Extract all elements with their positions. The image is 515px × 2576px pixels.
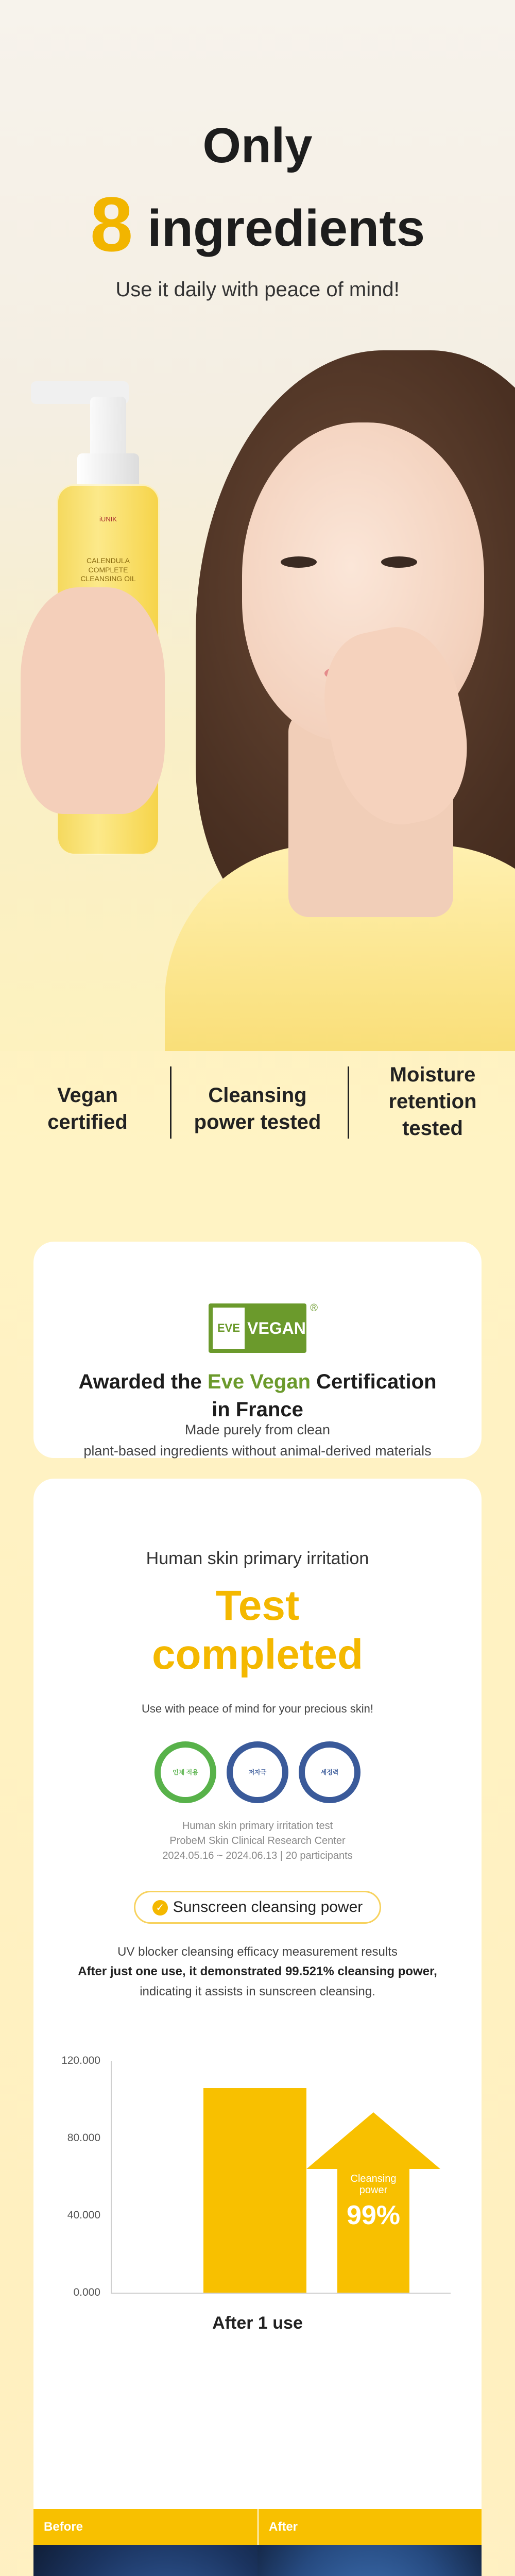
chart1-ytick: 40.000 bbox=[67, 2209, 100, 2221]
cleansing-arrow-label bbox=[322, 2173, 425, 2196]
seal-badge-navy bbox=[299, 1741, 360, 1803]
test-subtitle: Use with peace of mind for your precious skin! bbox=[142, 1702, 373, 1715]
before-after-image bbox=[33, 2509, 482, 2576]
feature-divider bbox=[170, 1066, 171, 1139]
bottle-label: CALENDULA COMPLETE CLEANSING OIL bbox=[80, 556, 136, 583]
cleansing-arrow-value: 99% bbox=[346, 2200, 401, 2230]
test-pre-title: Human skin primary irritation bbox=[146, 1549, 369, 1568]
feature-vegan-line1: Vegan bbox=[57, 1084, 118, 1107]
model-eye-right bbox=[381, 556, 417, 568]
check-icon: ✓ bbox=[152, 1900, 168, 1916]
feature-row bbox=[0, 1061, 515, 1185]
vegan-title-prefix: Awarded the bbox=[78, 1370, 208, 1393]
vegan-card bbox=[33, 1242, 482, 1458]
test-title-line1: Test bbox=[215, 1582, 300, 1629]
hero-ingredient-count: 8 bbox=[90, 181, 133, 267]
cleansing-chart bbox=[33, 2055, 482, 2349]
sunscreen-pill bbox=[134, 1891, 381, 1924]
feature-moisture-line1: Moisture bbox=[389, 1063, 476, 1086]
bottle-brand: iUNIK bbox=[99, 515, 117, 523]
chart1-x-axis bbox=[111, 2293, 451, 2294]
chart1-ytick: 120.000 bbox=[61, 2055, 100, 2066]
eve-vegan-logo-eve: EVE bbox=[213, 1308, 245, 1349]
feature-vegan-line2: certified bbox=[47, 1111, 128, 1133]
test-info-line3: 2024.05.16 ~ 2024.06.13 | 20 participants bbox=[162, 1850, 353, 1861]
seal-badge-green-text: 인체 적용 bbox=[161, 1748, 210, 1797]
vegan-desc bbox=[33, 1419, 482, 1461]
feature-moisture bbox=[355, 1061, 510, 1142]
feature-cleansing-line2: power tested bbox=[194, 1111, 321, 1133]
seal-badge-blue-text: 저자극 bbox=[233, 1748, 282, 1797]
cleansing-arrow-tip bbox=[306, 2112, 440, 2169]
feature-moisture-line3: tested bbox=[402, 1117, 463, 1140]
cleansing-arrow-label-line2: power bbox=[359, 2184, 388, 2196]
feature-cleansing-line1: Cleansing bbox=[208, 1084, 307, 1107]
test-info bbox=[33, 1819, 482, 1863]
test-card bbox=[33, 1479, 482, 2530]
test-info-line2: ProbeM Skin Clinical Research Center bbox=[169, 1835, 346, 1846]
seal-badge-green bbox=[154, 1741, 216, 1803]
model-hand-bottle bbox=[21, 587, 165, 814]
hero-subtitle: Use it daily with peace of mind! bbox=[115, 278, 400, 301]
test-title-line2: completed bbox=[151, 1631, 364, 1678]
seal-badge-navy-text: 세정력 bbox=[305, 1748, 354, 1797]
vegan-title-highlight: Eve Vegan bbox=[207, 1370, 311, 1393]
hero-title-line1: Only bbox=[202, 118, 313, 173]
uv-desc-line2: After just one use, it demonstrated 99.521% cleansing power, bbox=[78, 1964, 437, 1979]
hero-title-line2 bbox=[0, 181, 515, 267]
cleansing-arrow-label-line1: Cleansing bbox=[350, 2173, 397, 2184]
seal-badge-blue bbox=[227, 1741, 288, 1803]
test-info-line1: Human skin primary irritation test bbox=[182, 1820, 333, 1832]
after-label: After bbox=[258, 2509, 482, 2545]
eve-vegan-logo-reg: ® bbox=[310, 1302, 318, 1314]
chart1-y-axis bbox=[111, 2061, 112, 2293]
chart1-xlabel: After 1 use bbox=[212, 2313, 303, 2333]
vegan-desc-line2: plant-based ingredients without animal-derived materials bbox=[83, 1443, 432, 1459]
hero-section bbox=[0, 0, 515, 1051]
feature-cleansing bbox=[180, 1082, 335, 1136]
eve-vegan-logo-text: VEGAN bbox=[247, 1319, 306, 1337]
feature-vegan bbox=[10, 1082, 165, 1136]
hero-ingredients-word: ingredients bbox=[147, 199, 425, 257]
uv-desc-line1: UV blocker cleansing efficacy measurement results bbox=[117, 1945, 398, 1959]
chart1-bar bbox=[203, 2088, 306, 2293]
eve-vegan-logo bbox=[209, 1302, 318, 1353]
vegan-title-suffix: Certification bbox=[311, 1370, 437, 1393]
vegan-title-line2: in France bbox=[212, 1398, 303, 1421]
feature-divider bbox=[348, 1066, 349, 1139]
chart1-ytick: 0.000 bbox=[73, 2286, 100, 2298]
before-label: Before bbox=[33, 2509, 258, 2545]
vegan-desc-line1: Made purely from clean bbox=[184, 1422, 331, 1437]
chart1-ytick: 80.000 bbox=[67, 2132, 100, 2144]
sunscreen-pill-label: Sunscreen cleansing power bbox=[173, 1899, 363, 1916]
uv-desc-line3: indicating it assists in sunscreen cleansing. bbox=[140, 1984, 375, 1998]
model-eye-left bbox=[281, 556, 317, 568]
vegan-title bbox=[33, 1368, 482, 1423]
uv-desc bbox=[33, 1942, 482, 2002]
feature-moisture-line2: retention bbox=[388, 1090, 477, 1113]
